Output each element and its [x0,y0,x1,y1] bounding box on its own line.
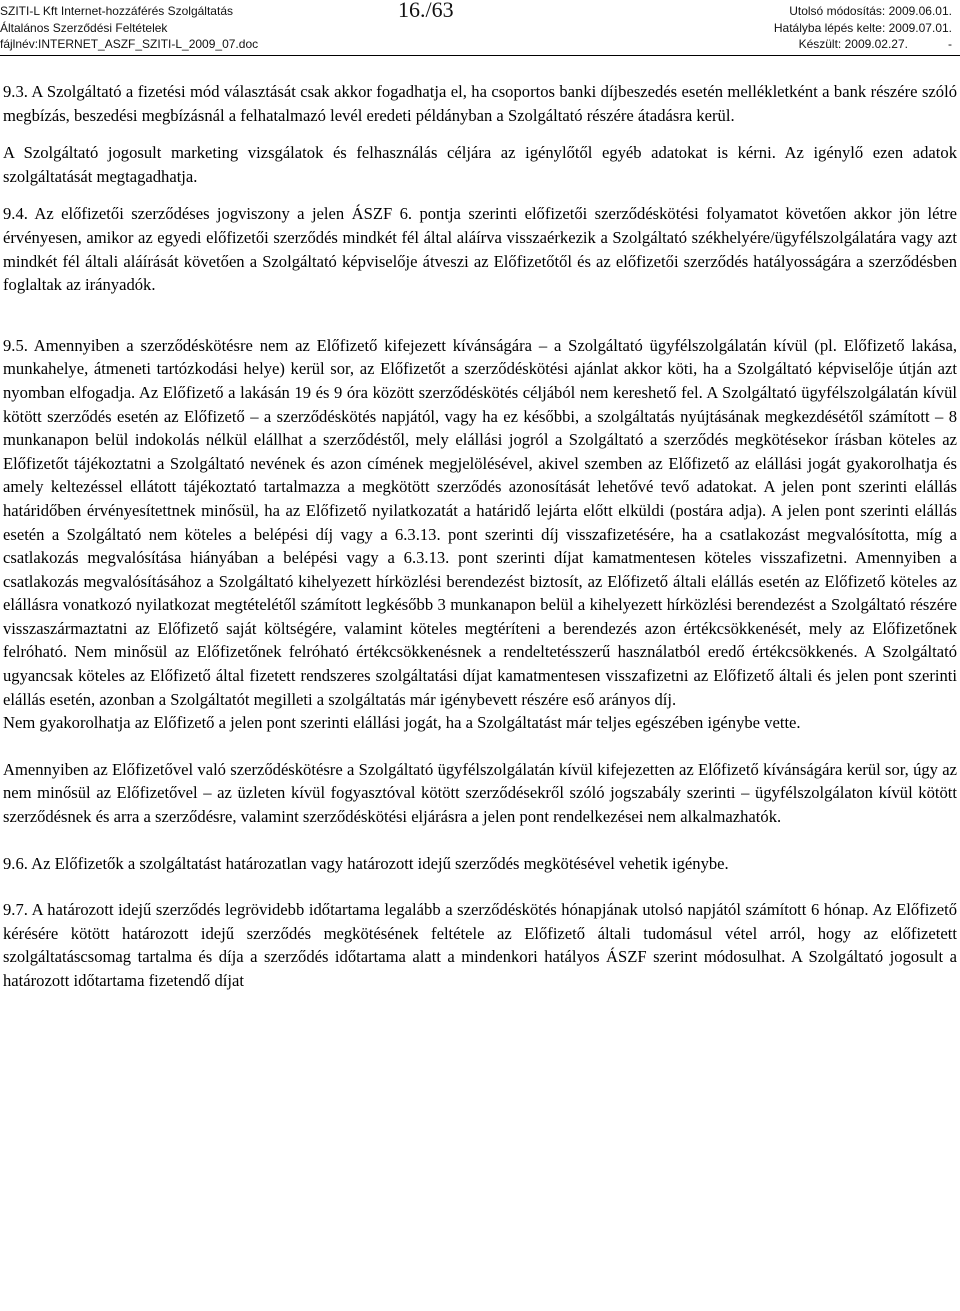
header-dash: - [948,37,952,51]
header-filename: fájlnév:INTERNET_ASZF_SZITI-L_2009_07.doc [0,37,259,51]
paragraph-9-7: 9.7. A határozott idejű szerződés legrövidebb időtartama legalább a szerződéskötés hónapjának utolsó napjától számított 6 hónap. Az Előfizető kérésére kötött határozott idejű szerződés megkötésének feltétele az Előfizető általi tudomásul vétel arról, hogy az előfizetett szolgáltatáscsomag tartalma és díja a szerződés időtartama alatt a mindenkori hatályos ÁSZF szerint módosulhat. A Szolgáltató jogosult a határozott időtartama fizetendő díjat [3,900,957,990]
paragraph-9-5: 9.5. Amennyiben a szerződéskötésre nem az Előfizető kifejezett kívánságára – a Szolgáltató ügyfélszolgálatán kívül (pl. Előfizető lakása, munkahelye, átmeneti tartózkodási helye) kerül sor, az Előfizetőt a szerződéskötési ajánlat akkor köti, ha a Szolgáltató képviselője útján azt nyomban elfogadja. Az Előfizető a lakásán 19 és 9 óra között szerződéskötés céljából nem kereshető fel. A Szolgáltató ügyfélszolgálatán kívül kötött szerződés esetén az Előfizető – a szerződéskötés napjától, vagy ha ez későbbi, a szolgáltatás nyújtásának megkezdésétől számított – 8 munkanapon belül indokolás nélkül elállhat a szerződéstől, mely elállási jogról a Szolgáltató a szerződés megkötésekor írásban köteles az Előfizetőt tájékoztatni a Szolgáltató nevének és azon címének megjelölésével, akivel szemben az Előfizető az elállási jogát gyakorolhatja és amely keltezéssel ellátott tájékoztató tartalmazza a megkötött szerződés azonosítását lehetővé tevő adatokat. A jelen pont szerinti elállás határidőben érvényesítettnek minősül, ha az Előfizető nyilatkozatát a határidő lejárta előtt elküldi (postára adja). A jelen pont szerinti elállás esetén a Szolgáltató nem köteles a belépési díj vagy a 6.3.13. pont szerinti díj visszafizetésére, ha a csatlakozást megvalósította, míg a csatlakozás megvalósítása hiányában a belépési vagy a 6.3.13. pont szerinti díjat kamatmentesen köteles visszafizetni. Amennyiben a csatlakozás megvalósításához a Szolgáltató kihelyezett hírközlési berendezést biztosít, az Előfizető általi elállás esetén az Előfizető köteles az elállásra vonatkozó nyilatkozat megtételétől számított legkésőbb 3 munkanapon belül a kihelyezett hírközlési berendezést a Szolgáltató részére visszaszármaztatni az Előfizető saját költségére, valamint köteles megtéríteni a berendezés azon értékcsökkenését, mely az Előfizetőnek felróható. Nem minősül az Előfizetőnek felróható értékcsökkenésnek a rendeltetésszerű használatból eredő értékcsökkenés. A Szolgáltató ugyancsak köteles az Előfizető által fizetett rendszeres szolgáltatási díjat kamatmentesen visszafizetni az Előfizető általi és jelen pont szerinti elállás esetén, azonban a Szolgáltatót megilleti a szolgáltatás már igénybevett részére eső arányos díj. [3,335,957,709]
paragraph-9-6: 9.6. Az Előfizetők a szolgáltatást határozatlan vagy határozott idejű szerződés megkötésével vehetik igénybe. [3,853,729,873]
page-number: 16./63 [398,0,454,22]
paragraph-9-5-outside-office: Amennyiben az Előfizetővel való szerződéskötésre a Szolgáltató ügyfélszolgálatán kívül kifejezetten az Előfizető kívánságára kerül sor, úgy az nem minősül az Előfizetővel – az üzleten kívül fogyasztóval kötött szerződésekről szóló jogszabály szerinti – ügyfélszolgálaton kívül kötött szerződésnek és arra a szerződésre, valamint szerződéskötési eljárásra a jelen pont rendelkezései nem alkalmazhatók. [3,759,957,827]
spacer [3,735,957,758]
header-company: SZITI-L Kft Internet-hozzáférés Szolgáltatás [0,4,233,18]
header-doc-title: Általános Szerződési Feltételek [0,21,168,35]
paragraph-9-4: 9.4. Az előfizetői szerződéses jogviszony a jelen ÁSZF 6. pontja szerinti előfizetői szerződéskötési folyamatot követően akkor jön létre érvényesen, amikor az egyedi előfizetői szerződés mindkét fél által aláírva visszaérkezik a Szolgáltató székhelyére/ügyfélszolgálatára vagy azt mindkét fél általi aláírását követően a Szolgáltató képviselője átveszi az Előfizetőtől és az előfizetői szerződés hatályosságára a szerződésben foglaltak az irányadók. [3,204,957,295]
header-divider [0,55,960,56]
header-created-text: Készült: 2009.02.27. [798,37,908,51]
spacer [3,188,957,202]
paragraph-9-3-marketing: A Szolgáltató jogosult marketing vizsgálatok és felhasználás céljára az igénylőtől egyéb adatokat is kérni. Az igénylő ezen adatok szolgáltatását megtagadhatja. [3,143,957,186]
paragraph-9-5-exception: Nem gyakorolhatja az Előfizető a jelen pont szerinti elállási jogát, ha a Szolgáltatást már teljes egészében igénybe vette. [3,713,801,733]
spacer [3,875,957,898]
document-body [3,80,957,993]
spacer [3,829,957,852]
page-header [0,0,960,56]
spacer [3,297,957,334]
spacer [3,127,957,141]
header-effective-date: Hatályba lépés kelte: 2009.07.01. [773,21,952,35]
paragraph-9-3: 9.3. A Szolgáltató a fizetési mód választását csak akkor fogadhatja el, ha csoportos banki díjbeszedés esetén mellékletként a bank részére szóló megbízás, beszedési megbízásnál a felhatalmazó levél eredeti példányban a Szolgáltató részére átadásra kerül. [3,82,957,125]
header-created-date [799,37,952,51]
header-last-modified: Utolsó módosítás: 2009.06.01. [789,4,952,18]
